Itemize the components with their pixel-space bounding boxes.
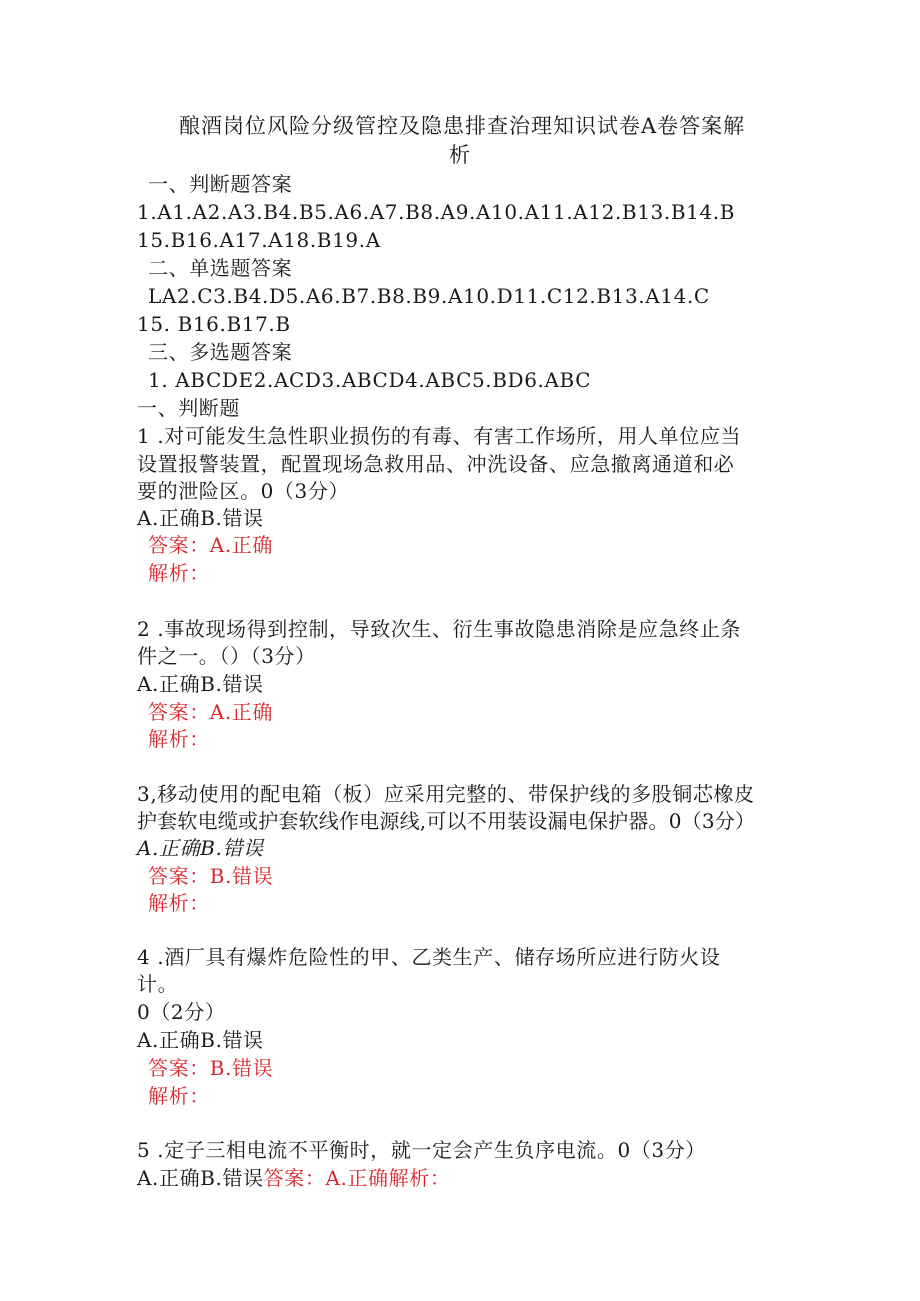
- question-2-text-line-1: 2 .事故现场得到控制，导致次生、衍生事故隐患消除是应急终止条: [137, 617, 742, 641]
- question-1-text-line-2: 设置报警装置，配置现场急救用品、冲洗设备、应急撤离通道和必: [137, 452, 735, 476]
- question-3-answer: 答案：B.错误: [148, 864, 274, 888]
- question-5-options: A.正确B.错误: [137, 1166, 264, 1190]
- multi-choice-answers-heading: 三、多选题答案: [148, 340, 293, 364]
- question-4-answer: 答案：B.错误: [148, 1056, 274, 1080]
- question-2-answer: 答案：A.正确: [148, 700, 274, 724]
- question-4-text-line-1: 4 .酒厂具有爆炸危险性的甲、乙类生产、储存场所应进行防火设: [137, 945, 721, 969]
- question-4-analysis: 解析：: [148, 1084, 210, 1108]
- question-3-analysis: 解析：: [148, 891, 210, 915]
- question-4-text-line-3: 0（2分）: [137, 1000, 226, 1024]
- question-2-options: A.正确B.错误: [137, 672, 264, 696]
- question-2-text-line-2: 件之一。（）（3分）: [137, 644, 316, 668]
- judge-answers-line-1: 1.A1.A2.A3.B4.B5.A6.A7.B8.A9.A10.A11.A12.B13.B14.B: [137, 200, 736, 224]
- question-2-analysis: 解析：: [148, 727, 210, 751]
- document-title-line-2: 析: [449, 143, 471, 167]
- question-5-options-row: [137, 1165, 450, 1191]
- multi-choice-answers-line-1: 1. ABCDE2.ACD3.ABCD4.ABC5.BD6.ABC: [148, 368, 592, 392]
- single-choice-answers-heading: 二、单选题答案: [148, 256, 293, 280]
- question-3-text-line-2: 护套软电缆或护套软线作电源线,可以不用装设漏电保护器。0（3分）: [137, 809, 756, 833]
- question-4-options: A.正确B.错误: [137, 1028, 264, 1052]
- question-5-text-line-1: 5 .定子三相电流不平衡时，就一定会产生负序电流。0（3分）: [137, 1138, 706, 1162]
- question-1-text-line-3: 要的泄险区。0（3分）: [137, 479, 350, 503]
- question-1-answer: 答案：A.正确: [148, 533, 274, 557]
- question-1-options: A.正确B.错误: [137, 506, 264, 530]
- question-4-text-line-2: 计。: [137, 972, 179, 996]
- question-1-analysis: 解析：: [148, 561, 210, 585]
- judge-answers-heading: 一、判断题答案: [148, 172, 293, 196]
- single-choice-answers-line-1: LA2.C3.B4.D5.A6.B7.B8.B9.A10.D11.C12.B13.A14.C: [148, 284, 710, 308]
- judge-answers-line-2: 15.B16.A17.A18.B19.A: [137, 228, 381, 252]
- question-5-answer: 答案：A.正确解析：: [263, 1166, 451, 1190]
- document-title-line-1: 酿酒岗位风险分级管控及隐患排查治理知识试卷A卷答案解: [179, 114, 746, 138]
- single-choice-answers-line-2: 15. B16.B17.B: [137, 312, 291, 336]
- question-3-options: A.正确B.错误: [137, 836, 264, 860]
- question-1-text-line-1: 1 .对可能发生急性职业损伤的有毒、有害工作场所，用人单位应当: [137, 424, 742, 448]
- question-3-text-line-1: 3,移动使用的配电箱（板）应采用完整的、带保护线的多股铜芯橡皮: [137, 782, 755, 806]
- section-heading-judge: 一、判断题: [137, 396, 240, 420]
